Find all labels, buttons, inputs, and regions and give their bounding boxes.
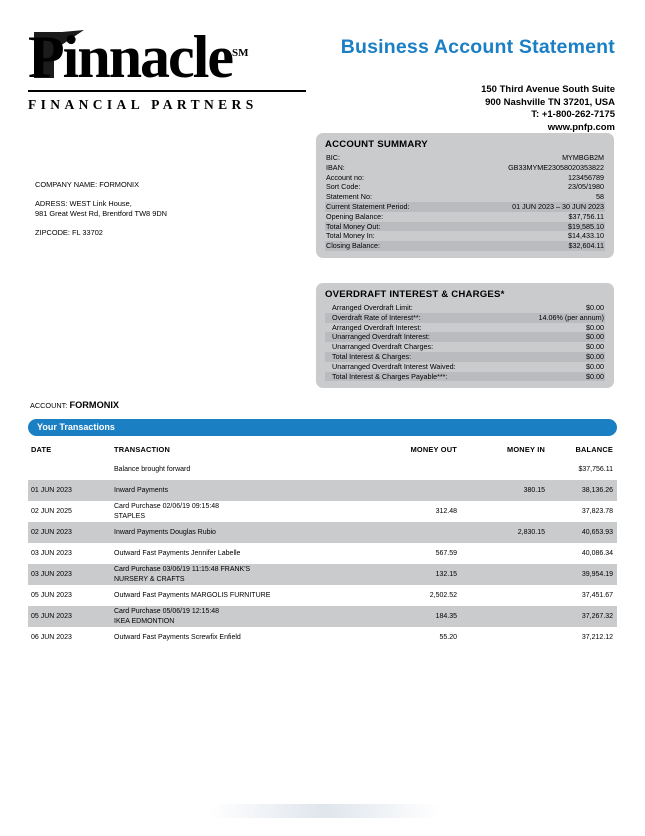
- overdraft-label: Unarranged Overdraft Interest Waived:: [332, 361, 456, 371]
- customer-zipcode: ZIPCODE: FL 33702: [35, 228, 103, 237]
- cell-money-in: 2,830.15: [517, 529, 545, 536]
- overdraft-row: [325, 342, 605, 352]
- table-row[interactable]: [28, 564, 617, 585]
- cell-description-line-1: Outward Fast Payments Screwfix Enfield: [114, 633, 241, 641]
- summary-label: Statement No:: [326, 192, 372, 202]
- table-row[interactable]: [28, 585, 617, 606]
- cell-date: 03 JUN 2023: [31, 571, 72, 578]
- summary-row: [325, 212, 605, 222]
- cell-date: 06 JUN 2023: [31, 634, 72, 641]
- summary-label: Account no:: [326, 172, 364, 182]
- table-row[interactable]: [28, 543, 617, 564]
- summary-row: [325, 173, 605, 183]
- customer-company: COMPANY NAME: FORMONIX: [35, 180, 140, 189]
- brand-tagline: FINANCIAL PARTNERS: [28, 97, 258, 112]
- summary-value: GB33MYME23058020353822: [508, 162, 604, 172]
- overdraft-value: $0.00: [586, 361, 604, 371]
- cell-description: [114, 633, 367, 642]
- summary-value: 23/05/1980: [568, 182, 604, 192]
- bank-address: [481, 84, 615, 134]
- cell-description-line-2: IKEA EDMONTION: [114, 617, 175, 625]
- overdraft-value: $0.00: [586, 303, 604, 312]
- account-value: FORMONIX: [69, 400, 120, 410]
- customer-details: [35, 180, 167, 238]
- cell-date: 05 JUN 2023: [31, 613, 72, 620]
- cell-date: 01 JUN 2023: [31, 487, 72, 494]
- cell-money-in: 380.15: [523, 487, 545, 494]
- overdraft-value: 14.06% (per annum): [538, 312, 604, 322]
- summary-row: [325, 241, 605, 251]
- cell-money-out: 184.35: [435, 613, 457, 620]
- customer-address-1: ADRESS: WEST Link House,: [35, 199, 132, 208]
- summary-label: Total Money Out:: [326, 221, 381, 231]
- table-row[interactable]: [28, 522, 617, 543]
- cell-description-line-1: Card Purchase 05/06/19 12:15:48: [114, 608, 220, 616]
- summary-label: Sort Code:: [326, 182, 361, 192]
- column-header-transaction: TRANSACTION: [114, 445, 170, 454]
- cell-money-out: 567.59: [435, 550, 457, 557]
- cell-balance: 40,086.34: [581, 550, 613, 557]
- overdraft-row: [325, 362, 605, 372]
- overdraft-value: $0.00: [586, 332, 604, 342]
- account-name-line: [30, 400, 119, 410]
- cell-date: 02 JUN 2025: [31, 508, 72, 515]
- overdraft-row: [325, 303, 605, 313]
- brand-logo: [28, 22, 318, 113]
- summary-label: IBAN:: [326, 162, 345, 172]
- overdraft-row: [325, 332, 605, 342]
- summary-value: 58: [596, 192, 604, 202]
- overdraft-row: [325, 313, 605, 323]
- cell-description: [114, 465, 367, 474]
- cell-money-out: 132.15: [435, 571, 457, 578]
- brand-name: Pinnacle℠: [28, 24, 249, 90]
- summary-label: Closing Balance:: [326, 241, 380, 251]
- table-header-row: [28, 443, 617, 459]
- column-header-money-out: MONEY OUT: [410, 445, 457, 454]
- overdraft-label: Total Interest & Charges Payable***:: [332, 371, 448, 381]
- cell-description-line-1: Card Purchase 03/06/19 11:15:48 FRANK'S: [114, 566, 251, 574]
- cell-description-line-1: Balance brought forward: [114, 465, 191, 473]
- summary-value: 01 JUN 2023 – 30 JUN 2023: [512, 201, 604, 211]
- overdraft-value: $0.00: [586, 371, 604, 381]
- overdraft-label: Total Interest & Charges:: [332, 351, 412, 361]
- cell-balance: 37,267.32: [581, 613, 613, 620]
- cell-balance: 39,954.19: [581, 571, 613, 578]
- cell-balance: 37,823.78: [581, 508, 613, 515]
- table-row[interactable]: [28, 459, 617, 480]
- overdraft-title: OVERDRAFT INTEREST & CHARGES*: [325, 289, 505, 300]
- cell-description-line-1: Card Purchase 02/06/19 09:15:48: [114, 503, 220, 511]
- summary-value: $32,604.11: [568, 241, 604, 251]
- summary-value: 123456789: [568, 172, 604, 182]
- account-label: ACCOUNT:: [30, 401, 68, 410]
- bank-address-line-2: 900 Nashville TN 37201, USA: [485, 96, 615, 108]
- column-header-balance: BALANCE: [575, 445, 613, 454]
- table-row[interactable]: [28, 627, 617, 648]
- cell-balance: $37,756.11: [578, 466, 613, 473]
- cell-description-line-2: NURSERY & CRAFTS: [114, 575, 185, 583]
- summary-value: $37,756.11: [568, 211, 604, 221]
- brand-sm-mark: SM: [232, 47, 249, 59]
- bank-website: www.pnfp.com: [547, 121, 615, 133]
- summary-row: [325, 202, 605, 212]
- account-summary-title: ACCOUNT SUMMARY: [325, 139, 428, 150]
- cell-balance: 37,451.67: [581, 592, 613, 599]
- overdraft-row: [325, 372, 605, 382]
- summary-row: [325, 192, 605, 202]
- cell-date: 05 JUN 2023: [31, 592, 72, 599]
- summary-value: $14,433.10: [568, 231, 604, 241]
- logo-divider: [28, 90, 306, 92]
- summary-row: [325, 182, 605, 192]
- table-row[interactable]: [28, 501, 617, 522]
- account-summary-panel: [316, 133, 614, 258]
- overdraft-label: Unarranged Overdraft Charges:: [332, 342, 434, 352]
- cell-balance: 38,136.26: [581, 487, 613, 494]
- cell-money-out: 55.20: [439, 634, 457, 641]
- overdraft-value: $0.00: [586, 351, 604, 361]
- overdraft-panel: [316, 283, 614, 388]
- overdraft-row: [325, 323, 605, 333]
- overdraft-label: Arranged Overdraft Limit:: [332, 303, 413, 312]
- summary-label: Opening Balance:: [326, 211, 384, 221]
- cell-balance: 40,653.93: [581, 529, 613, 536]
- cell-description-line-1: Outward Fast Payments MARGOLIS FURNITURE: [114, 591, 271, 599]
- bank-phone: T: +1-800-262-7175: [531, 109, 615, 121]
- cell-description: [114, 607, 367, 626]
- cell-description: [114, 486, 367, 495]
- transactions-table: [28, 443, 617, 648]
- summary-value: $19,585.10: [568, 221, 604, 231]
- summary-label: Current Statement Period:: [326, 201, 410, 211]
- column-header-money-in: MONEY IN: [506, 445, 545, 454]
- summary-row: [325, 222, 605, 232]
- cell-description: [114, 565, 367, 584]
- summary-row: [325, 163, 605, 173]
- summary-row: [325, 153, 605, 163]
- overdraft-row: [325, 352, 605, 362]
- overdraft-value: $0.00: [586, 322, 604, 332]
- cell-description: [114, 549, 367, 558]
- cell-balance: 37,212.12: [581, 634, 613, 641]
- cell-description-line-2: STAPLES: [114, 512, 145, 520]
- summary-label: Total Money In:: [326, 231, 375, 241]
- cell-description: [114, 502, 367, 521]
- overdraft-label: Unarranged Overdraft Interest:: [332, 332, 430, 342]
- cell-date: 03 JUN 2023: [31, 550, 72, 557]
- cell-date: 02 JUN 2023: [31, 529, 72, 536]
- summary-label: BIC:: [326, 153, 340, 162]
- column-header-date: DATE: [31, 445, 52, 454]
- summary-row: [325, 231, 605, 241]
- cell-description-line-1: Inward Payments Douglas Rubio: [114, 528, 216, 536]
- table-row[interactable]: [28, 606, 617, 627]
- overdraft-value: $0.00: [586, 342, 604, 352]
- overdraft-label: Arranged Overdraft Interest:: [332, 322, 422, 332]
- cell-description: [114, 591, 367, 600]
- cell-description-line-1: Outward Fast Payments Jennifer Labelle: [114, 549, 241, 557]
- cell-money-out: 312.48: [435, 508, 457, 515]
- cell-description: [114, 528, 367, 537]
- page-title: Business Account Statement: [340, 36, 615, 58]
- overdraft-label: Overdraft Rate of Interest**:: [332, 312, 421, 322]
- cell-description-line-1: Inward Payments: [114, 486, 169, 494]
- table-row[interactable]: [28, 480, 617, 501]
- summary-value: MYMBGB2M: [562, 153, 604, 162]
- transactions-section-title: Your Transactions: [28, 419, 617, 436]
- cell-money-out: 2,502.52: [429, 592, 457, 599]
- footer-watermark: [210, 804, 440, 818]
- bank-address-line-1: 150 Third Avenue South Suite: [481, 84, 615, 95]
- customer-address-2: 981 Great West Rd, Brentford TW8 9DN: [35, 209, 167, 218]
